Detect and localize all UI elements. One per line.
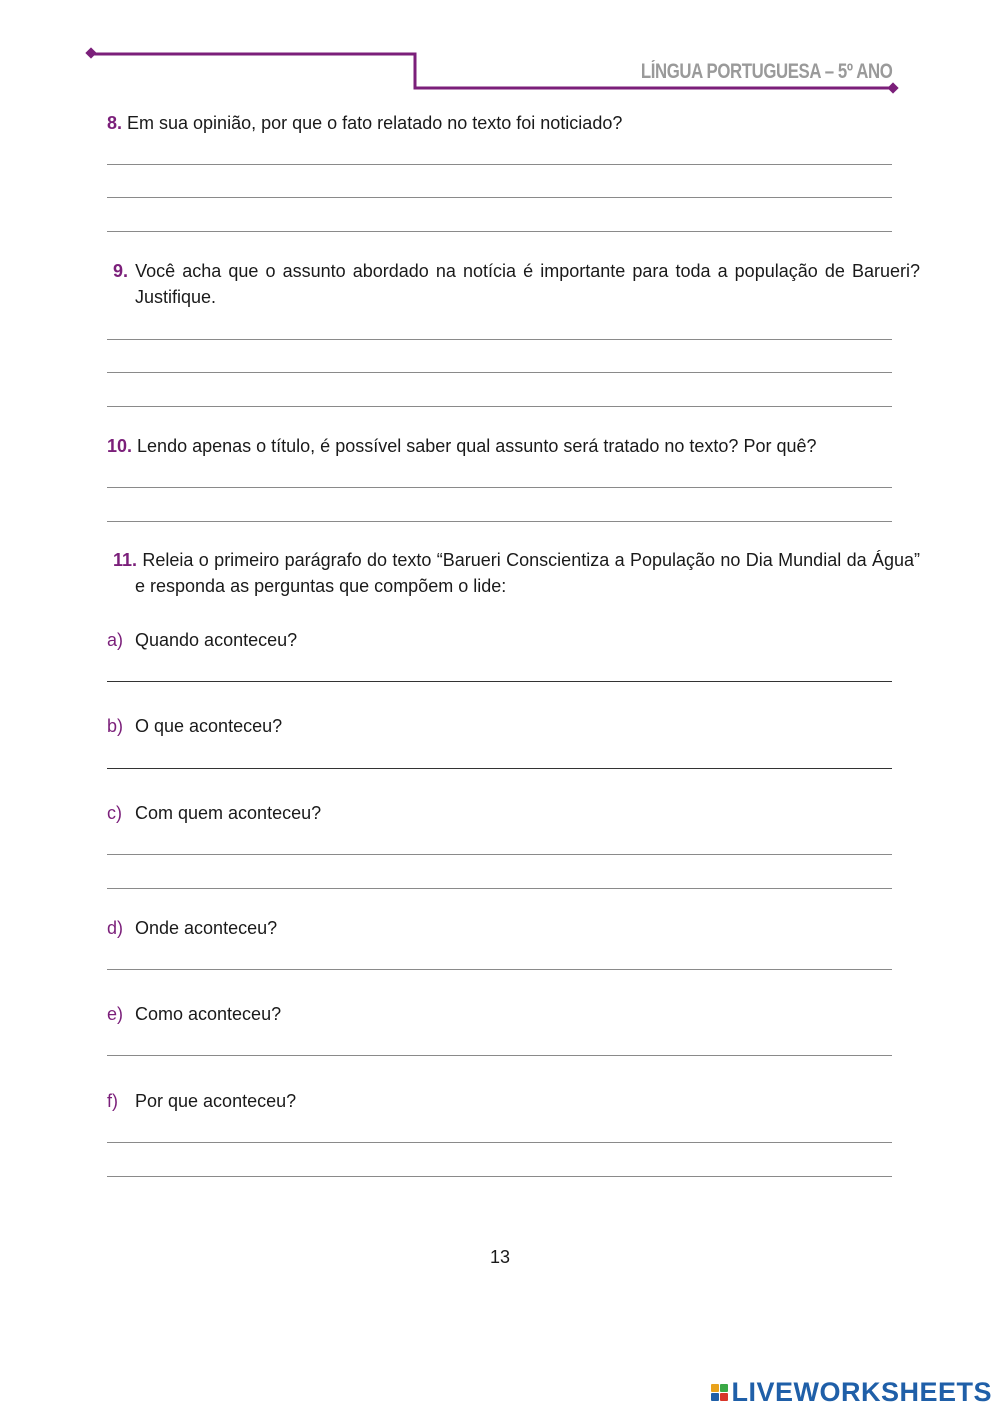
question-number: 11. xyxy=(113,550,138,570)
sub-question-a xyxy=(107,627,297,653)
answer-line[interactable] xyxy=(107,521,892,522)
sub-question-b xyxy=(107,713,282,739)
header-title: LÍNGUA PORTUGUESA – 5º ANO xyxy=(640,60,892,83)
sub-question-text: Quando aconteceu? xyxy=(135,630,298,650)
sub-question-d xyxy=(107,915,277,941)
question-number: 10. xyxy=(107,436,133,456)
brand-logo-icon xyxy=(711,1384,728,1401)
question-text: Releia o primeiro parágrafo do texto “Barueri Conscientiza a População no Dia Mundial da Água” e responda as perguntas que compõem o lide: xyxy=(135,550,920,596)
answer-line[interactable] xyxy=(107,231,892,232)
sub-question-letter: f) xyxy=(107,1091,118,1111)
answer-line[interactable] xyxy=(107,1055,892,1056)
sub-question-text: Onde aconteceu? xyxy=(135,918,278,938)
answer-line[interactable] xyxy=(107,1142,892,1143)
answer-line[interactable] xyxy=(107,406,892,407)
sub-question-letter: e) xyxy=(107,1004,124,1024)
question-11 xyxy=(107,547,920,599)
question-text: Você acha que o assunto abordado na notícia é importante para toda a população de Barueri? Justifique. xyxy=(128,261,920,307)
answer-line[interactable] xyxy=(107,1176,892,1177)
answer-line[interactable] xyxy=(107,969,892,970)
sub-question-text: O que aconteceu? xyxy=(135,716,283,736)
answer-line[interactable] xyxy=(107,372,892,373)
answer-line[interactable] xyxy=(107,854,892,855)
sub-question-letter: a) xyxy=(107,630,124,650)
sub-question-letter: c) xyxy=(107,803,122,823)
sub-question-e xyxy=(107,1001,281,1027)
answer-line[interactable] xyxy=(107,197,892,198)
sub-question-f xyxy=(107,1088,296,1114)
answer-line[interactable] xyxy=(107,339,892,340)
sub-question-letter: b) xyxy=(107,716,124,736)
question-number: 8. xyxy=(107,113,123,133)
sub-question-letter: d) xyxy=(107,918,124,938)
sub-question-text: Com quem aconteceu? xyxy=(135,803,322,823)
question-8 xyxy=(107,110,892,136)
question-number: 9. xyxy=(113,261,129,281)
question-9 xyxy=(107,258,920,310)
sub-question-text: Por que aconteceu? xyxy=(135,1091,297,1111)
header-decoration xyxy=(0,0,1000,100)
sub-question-c xyxy=(107,800,321,826)
answer-line[interactable] xyxy=(107,487,892,488)
brand-watermark[interactable] xyxy=(711,1377,992,1408)
answer-line[interactable] xyxy=(107,164,892,165)
answer-line[interactable] xyxy=(107,681,892,682)
question-text: Em sua opinião, por que o fato relatado no texto foi noticiado? xyxy=(122,113,623,133)
question-text: Lendo apenas o título, é possível saber qual assunto será tratado no texto? Por quê? xyxy=(132,436,817,456)
sub-question-text: Como aconteceu? xyxy=(135,1004,282,1024)
question-10 xyxy=(107,433,892,459)
brand-name: LIVEWORKSHEETS xyxy=(731,1377,992,1407)
answer-line[interactable] xyxy=(107,888,892,889)
answer-line[interactable] xyxy=(107,768,892,769)
page-number: 13 xyxy=(489,1247,511,1267)
